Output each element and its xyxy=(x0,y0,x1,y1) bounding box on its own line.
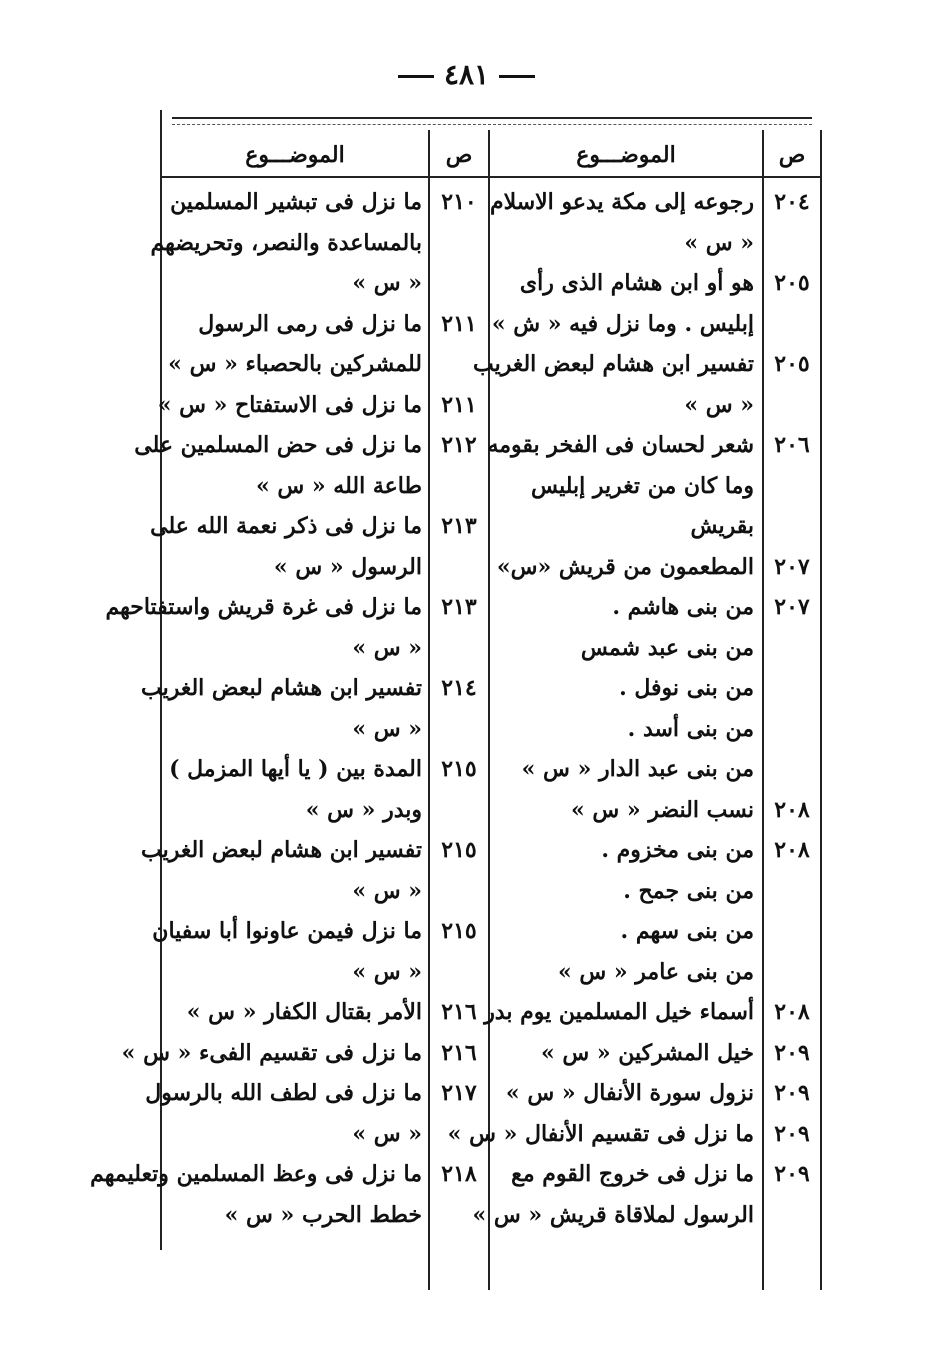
topic-text: ما نزل فى تبشير المسلمين xyxy=(170,189,422,215)
topic-text: ما نزل فى ذكر نعمة الله على xyxy=(150,513,422,539)
top-rule xyxy=(172,117,812,119)
dash-right xyxy=(499,75,535,78)
page-ref xyxy=(764,385,820,425)
page-ref: ٢١٣ xyxy=(441,513,477,539)
page-ref: ٢١٥ xyxy=(441,837,477,863)
topic-text: « س » xyxy=(684,391,754,418)
page-ref xyxy=(764,223,820,263)
top-dashed-rule xyxy=(172,124,812,125)
page-ref xyxy=(764,466,820,506)
page-ref: ٢١٤ xyxy=(441,675,477,701)
page-ref xyxy=(430,952,488,992)
topic-text: من بنى جمح . xyxy=(623,877,754,904)
page-ref xyxy=(764,506,820,546)
page-ref xyxy=(430,466,488,506)
page-ref: ٢١١ xyxy=(441,310,477,337)
header-page-right: ص xyxy=(778,142,806,168)
topic-text: إبليس . وما نزل فيه « ش » xyxy=(491,310,754,337)
page-ref: ٢٠٧ xyxy=(774,553,810,580)
topic-text: ما نزل فى الاستفتاح « س » xyxy=(157,391,422,418)
page-ref xyxy=(430,1195,488,1235)
header-topic-left: الموضـــوع xyxy=(245,142,345,168)
topic-text: من بنى نوفل . xyxy=(619,675,754,701)
topic-text: « س » xyxy=(352,1120,422,1147)
page-number xyxy=(0,58,933,91)
topic-text: الرسول لملاقاة قريش « س » xyxy=(472,1201,754,1228)
page-ref: ٢٠٨ xyxy=(774,796,810,823)
topic-text: نزول سورة الأنفال « س » xyxy=(505,1080,754,1106)
topic-text: الأمر بقتال الكفار « س » xyxy=(186,999,422,1025)
topic-text: ما نزل فى خروج القوم مع xyxy=(511,1161,754,1187)
topic-text: وبدر « س » xyxy=(305,796,422,823)
topic-text: شعر لحسان فى الفخر بقومه xyxy=(487,432,754,458)
topic-text: هو أو ابن هشام الذى رأى xyxy=(519,270,754,296)
topic-text: تفسير ابن هشام لبعض الغريب xyxy=(472,351,754,377)
page-ref: ٢١٧ xyxy=(441,1080,477,1106)
page-ref xyxy=(764,709,820,749)
header-rule xyxy=(160,176,820,178)
topic-text: طاعة الله « س » xyxy=(255,472,422,499)
topic-text: « س » xyxy=(352,877,422,904)
page-ref xyxy=(764,871,820,911)
page-ref xyxy=(430,223,488,263)
dash-left xyxy=(398,75,434,78)
topic-text: من بنى أسد . xyxy=(627,715,754,742)
topic-text: بقريش xyxy=(690,513,754,539)
topic-text: وما كان من تغرير إبليس xyxy=(531,472,754,499)
topic-text: تفسير ابن هشام لبعض الغريب xyxy=(140,675,422,701)
page-ref: ٢١٠ xyxy=(441,189,477,215)
topic-text: « س » xyxy=(352,715,422,742)
page-ref xyxy=(764,952,820,992)
topic-text: رجوعه إلى مكة يدعو الاسلام xyxy=(489,189,754,215)
page-ref: ٢٠٧ xyxy=(774,594,810,620)
page-ref: ٢٠٩ xyxy=(774,1039,810,1066)
page-ref: ٢١٦ xyxy=(441,999,477,1025)
topic-text: « س » xyxy=(352,634,422,661)
page-ref: ٢١٥ xyxy=(441,918,477,944)
page-ref xyxy=(764,749,820,789)
page-ref xyxy=(764,628,820,668)
page-ref xyxy=(764,304,820,344)
topic-text: المطعمون من قريش «س» xyxy=(496,553,754,580)
topic-text: ما نزل فى رمى الرسول xyxy=(198,310,422,337)
page-ref: ٢١١ xyxy=(441,391,477,418)
page-ref: ٢١٦ xyxy=(441,1039,477,1066)
topic-text: ما نزل فى تقسيم الأنفال « س » xyxy=(447,1120,754,1147)
page-ref: ٢٠٩ xyxy=(774,1120,810,1147)
topic-text: بالمساعدة والنصر، وتحريضهم xyxy=(150,229,422,256)
topic-text: « س » xyxy=(684,229,754,256)
page-ref: ٢٠٨ xyxy=(774,999,810,1025)
page-ref: ٢٠٩ xyxy=(774,1161,810,1187)
page-ref xyxy=(430,709,488,749)
topic-text: « س » xyxy=(352,270,422,296)
topic-text: من بنى هاشم . xyxy=(612,594,754,620)
page-ref: ٢٠٤ xyxy=(774,189,810,215)
page-ref: ٢١٢ xyxy=(441,432,477,458)
topic-text: أسماء خيل المسلمين يوم بدر xyxy=(484,999,754,1025)
topic-text: من بنى عامر « س » xyxy=(557,958,754,985)
page-ref: ٢٠٨ xyxy=(774,837,810,863)
topic-text: ما نزل فيمن عاونوا أبا سفيان xyxy=(152,918,422,944)
page-ref xyxy=(430,547,488,587)
topic-text: للمشركين بالحصباء « س » xyxy=(168,351,422,377)
page-ref xyxy=(430,628,488,668)
topic-text: ما نزل فى غرة قريش واستفتاحهم xyxy=(105,594,422,620)
topic-text: ما نزل فى تقسيم الفىء « س » xyxy=(121,1039,422,1066)
page-ref xyxy=(430,344,488,384)
topic-text: نسب النضر « س » xyxy=(570,796,754,823)
page-ref xyxy=(430,790,488,830)
page-ref xyxy=(764,668,820,708)
page-ref: ٢٠٥ xyxy=(774,270,810,296)
page-ref xyxy=(430,871,488,911)
topic-text: ما نزل فى حض المسلمين على xyxy=(134,432,422,458)
page-number-text: ٤٨١ xyxy=(443,58,490,91)
topic-text: من بنى عبد شمس xyxy=(580,634,754,661)
topic-text: المدة بين ( يا أيها المزمل ) xyxy=(169,756,422,782)
header-page-left: ص xyxy=(445,142,473,168)
topic-text: خطط الحرب « س » xyxy=(224,1201,422,1228)
page-ref xyxy=(430,263,488,303)
page-ref: ٢١٥ xyxy=(441,756,477,782)
topic-text: الرسول « س » xyxy=(273,553,422,580)
page-ref: ٢١٨ xyxy=(441,1161,477,1187)
topic-text: تفسير ابن هشام لبعض الغريب xyxy=(140,837,422,863)
page-ref: ٢٠٩ xyxy=(774,1080,810,1106)
topic-text: من بنى عبد الدار « س » xyxy=(521,756,754,782)
column-line xyxy=(820,130,822,1290)
topic-text: ما نزل فى وعظ المسلمين وتعليمهم xyxy=(90,1161,422,1187)
page-ref: ٢١٣ xyxy=(441,594,477,620)
topic-text: « س » xyxy=(352,958,422,985)
header-topic-right: الموضـــوع xyxy=(576,142,676,168)
topic-text: خيل المشركين « س » xyxy=(540,1039,754,1066)
topic-text: من بنى مخزوم . xyxy=(601,837,754,863)
page-ref xyxy=(764,1195,820,1235)
page-ref: ٢٠٦ xyxy=(774,432,810,458)
topic-text: ما نزل فى لطف الله بالرسول xyxy=(145,1080,422,1106)
page-ref: ٢٠٥ xyxy=(774,351,810,377)
page-ref xyxy=(764,911,820,951)
topic-text: من بنى سهم . xyxy=(620,918,754,944)
page-ref xyxy=(430,1114,488,1154)
